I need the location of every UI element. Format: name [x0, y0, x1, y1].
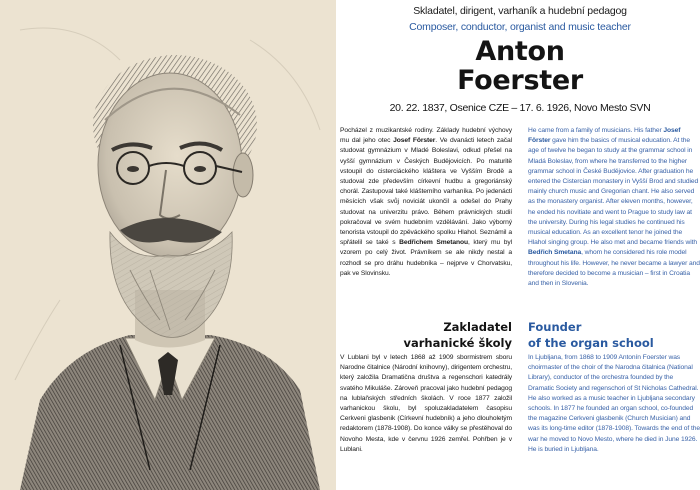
subtitle-czech: Skladatel, dirigent, varhaník a hudební pedagog	[413, 5, 627, 17]
section-heading-czech-line2: varhanické školy	[403, 336, 512, 350]
bio-en-part3: , whom he considered his role model throughout his life. However, he never became a lawyer and therefore decided to become a musician – first in Croatia and then in Slovenia.	[528, 249, 700, 288]
bio-cz-part1: Pocházel z muzikantské rodiny. Základy hudební výchovy mu dal jeho otec	[340, 127, 512, 145]
bio-cz-part3: , který mu byl vzorem po celý život. Právníkem se ale nikdy nestal a rozhodl se pro dráhu hudebníka – nejprve v Chorvatsku, pak ve Slovinsku.	[340, 239, 512, 277]
organ-school-text-english: In Ljubljana, from 1868 to 1909 Antonín Foerster was choirmaster of the choir of the Narodna čitalnica (National Library), conductor of the orchestra founded by the Dramatic Society and regenschori of St Nicholas Cathedral. He also worked as a music teacher in Ljubljana secondary schools. In 1877 he founded an organ school, co-founded the magazine Cerkveni glasbenik (Church Musician) and was its long-time editor (1878-1908). Towards the end of the war he moved to Novo Mesto, where he died in June 1926. He is buried in Ljubljana.	[528, 354, 700, 453]
bio-cz-name-father: Josef Förster	[393, 137, 436, 145]
name-last: Foerster	[457, 65, 583, 96]
bio-en-name-smetana: Bedřich Smetana	[528, 249, 582, 257]
portrait-illustration	[0, 0, 336, 490]
bio-cz-name-smetana: Bedřichem Smetanou	[399, 239, 468, 247]
section-heading-english-line2: of the organ school	[528, 336, 654, 350]
section-heading-czech-line1: Zakladatel	[443, 320, 512, 334]
portrait-drawing	[0, 0, 336, 490]
bio-en-name-father: Josef Förster	[528, 127, 681, 145]
name-first: Anton	[475, 36, 565, 67]
bio-cz-part2: . Ve dvanácti letech začal studovat gymnázium v Mladé Boleslavi, odkud přešel na vyšší gymnázium v Českých Budějovicích. Po maturitě vstoupil do cisterciáckého kláštera ve Vyšším Brodě a studoval zde především církevní hudbu a gregoriánský chorál. Zastupoval také kláštemího varhaníka. Po jedenácti měsících však svůj noviciát ukončil a odešel do Prahy studovat na univerzitu právo. Během právnických studií pokračoval ve svém hudebním vzdělávání. Jako výborný tenorista vstoupil do zpěváckého spolku Hlahol. Seznámil a spřátelil se také s	[340, 137, 513, 247]
life-dates: 20. 22. 1837, Osenice CZE – 17. 6. 1926, Novo Mesto SVN	[389, 102, 651, 114]
biography-czech	[340, 126, 512, 279]
bio-en-part2: gave him the basics of musical education. At the age of twelve he began to study at the grammar school in Mladá Boleslav, from where he transferred to the higher grammar school in České Budějovice. After graduation he entered the Cistercian monastery in Vyšší Brod and studied mainly church music and Gregorian chant. He also served as the monastery organist. After eleven months, however, he ended his novitiate and went to Prague to study law at the university. During his legal studies he continued his musical education. As an excellent tenor he joined the Hlahol singing group. He also met and became friends with	[528, 137, 699, 247]
bio-en-part1: He came from a family of musicians. His father	[528, 127, 664, 134]
biography-english	[528, 126, 700, 289]
text-panel	[340, 0, 700, 490]
subtitle-english: Composer, conductor, organist and music teacher	[409, 21, 631, 33]
section-heading-english-line1: Founder	[528, 320, 582, 334]
organ-school-text-czech: V Lublani byl v letech 1868 až 1909 sbormistrem sboru Narodne čitalnice (Národní knihovny), dirigentem orchestru, který založila Dramatična društva a regenschori katedrály svatého Mikuláše. Zároveň pracoval jako hudební pedagog na lublaňských středních školách. V roce 1877 založil varhanickou školu, byl spoluzakladatelem časopisu Cerkveni glasbenik (Církevní hudebník) a jeho dlouholetým redaktorem (1878-1908). Do konce války se přestěhoval do Novoho Mesta, kde v červnu 1926 zemřel. Pohřben je v Lublani.	[340, 354, 512, 453]
